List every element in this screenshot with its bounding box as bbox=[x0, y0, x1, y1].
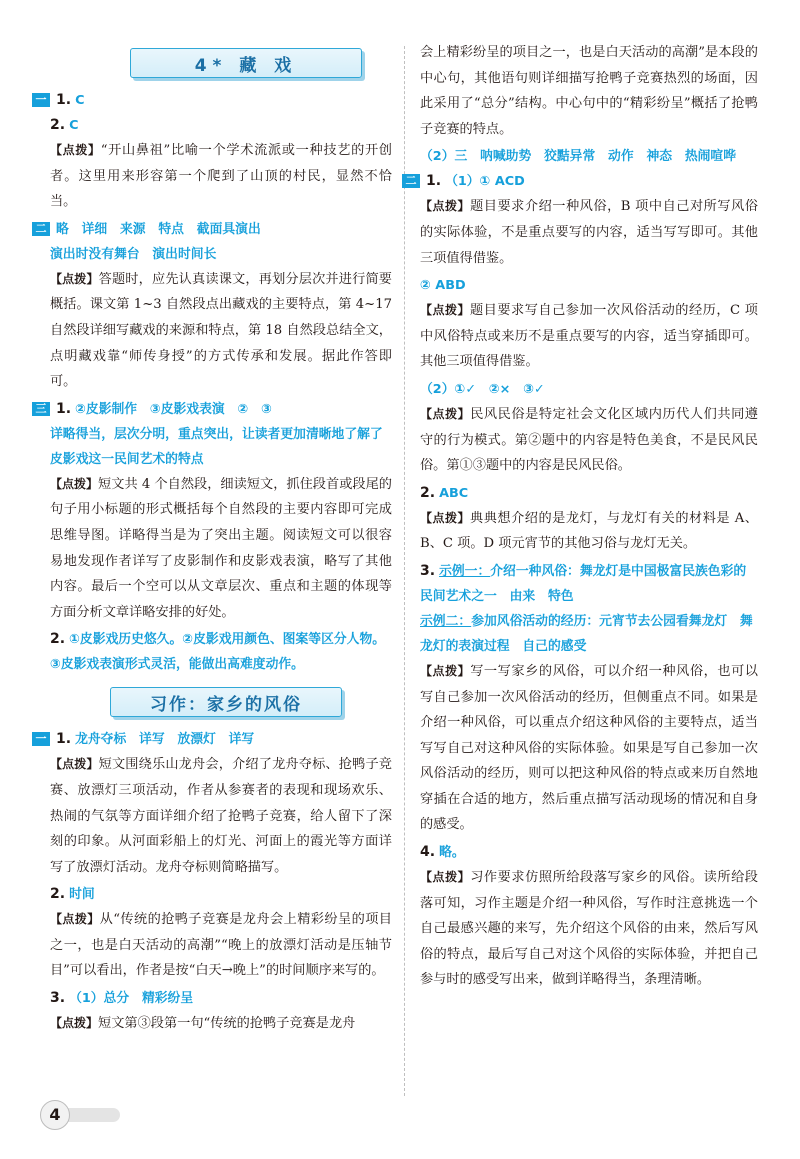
question-number: 1. bbox=[56, 92, 72, 108]
page-number: 4 bbox=[40, 1100, 70, 1130]
tip-text: 短文第③段第一句“传统的抢鸭子竞赛是龙舟 bbox=[98, 1016, 356, 1032]
answer: （2）①✓ ②× ③✓ bbox=[420, 381, 545, 397]
answer: 详略得当，层次分明，重点突出，让读者更加清晰地了解了皮影戏这一民间艺术的特点 bbox=[50, 426, 383, 467]
answer: 演出时没有舞台 演出时间长 bbox=[50, 246, 217, 262]
tip-tag: 【点拨】 bbox=[50, 271, 99, 286]
section-one-marker: 一 bbox=[32, 93, 50, 107]
answer: （1）总分 精彩纷呈 bbox=[69, 991, 194, 1007]
answer: （2）三 呐喊助势 狡黠异常 动作 神态 热闹喧哗 bbox=[420, 149, 737, 165]
question-number: 1. bbox=[426, 173, 442, 190]
right-column bbox=[405, 40, 758, 995]
tip-text: 答题时，应先认真读课文，再划分层次并进行简要概括。课文第 1~3 自然段点出藏戏的主要特点，第 4~17 自然段详细写藏戏的来源和特点，第 18 自然段总结全文，点明藏戏靠“师传身授”的方式传承和发展。据此作答即可。 bbox=[50, 271, 392, 390]
question-number: 1. bbox=[56, 400, 72, 417]
tip-text: 题目要求写自己参加一次风俗活动的经历，C 项中风俗特点或来历不是重点要写的内容，适当穿插即可。其他三项值得借鉴。 bbox=[420, 303, 758, 370]
question-number: 3. bbox=[50, 990, 66, 1007]
answer: （1）① ACD bbox=[445, 174, 525, 190]
question-number: 1. bbox=[56, 731, 72, 748]
tip-text: 民风民俗是特定社会文化区域内历代人们共同遵守的行为模式。第②题中的内容是特色美食，不是民风民俗。第①③题中的内容是民风民俗。 bbox=[420, 406, 758, 474]
writing-title: 习作：家乡的风俗 bbox=[110, 687, 342, 717]
answer: 时间 bbox=[69, 887, 95, 903]
tip-text: 短文围绕乐山龙舟会，介绍了龙舟夺标、抢鸭子竞赛、放漂灯三项活动，作者从参赛者的表现和现场欢乐、热闹的气氛等方面详细介绍了抢鸭子竞赛，给人留下了深刻的印象。从河面彩船上的灯光、河面上的霞光等方面详写了放漂灯活动。龙舟夺标则简略描写。 bbox=[50, 757, 392, 875]
tip-text: 短文共 4 个自然段，细读短文，抓住段首或段尾的句子用小标题的形式概括每个自然段的主要内容即可完成思维导图。详略得当是为了突出主题。阅读短文可以很容易地发现作者详写了皮影制作和皮影戏表演，略写了其他内容。最后一个空可以从文章层次、重点和主题的体现等方面分析文章详略安排的好处。 bbox=[50, 476, 392, 620]
example-label: 示例二： bbox=[420, 613, 472, 629]
answer: 龙舟夺标 详写 放漂灯 详写 bbox=[75, 732, 255, 748]
answer: ABC bbox=[439, 485, 469, 501]
example-label: 示例一： bbox=[439, 563, 491, 579]
tip-text: 题目要求介绍一种风俗，B 项中自己对所写风俗的实际体验，不是重点要写的内容，适当写写即可。其他三项值得借鉴。 bbox=[420, 199, 758, 266]
tip-text: 会上精彩纷呈的项目之一，也是白天活动的高潮”是本段的中心句，其他语句则详细描写抢鸭子竞赛热烈的场面，因此采用了“总分”结构。中心句中的“精彩纷呈”概括了抢鸭子竞赛的特点。 bbox=[420, 45, 758, 137]
tip-tag: 【点拨】 bbox=[50, 912, 100, 927]
answer: ②皮影制作 ③皮影戏表演 ② ③ bbox=[75, 401, 272, 417]
section-two-marker: 二 bbox=[402, 174, 420, 188]
answer: 略 详细 来源 特点 截面具演出 bbox=[56, 221, 261, 237]
tip-text: 典典想介绍的是龙灯，与龙灯有关的材料是 A、B、C 项。D 项元宵节的其他习俗与龙灯无关。 bbox=[420, 510, 758, 552]
answer: C bbox=[75, 93, 85, 108]
question-number: 2. bbox=[50, 117, 66, 133]
answer: ② ABD bbox=[420, 278, 466, 294]
question-number: 2. bbox=[50, 886, 66, 903]
tip-tag: 【点拨】 bbox=[420, 406, 471, 421]
question-number: 3. bbox=[420, 562, 436, 579]
answer: 介绍一种风俗：舞龙灯是中国极富民族色彩的民间艺术之一 由来 特色 bbox=[420, 563, 747, 604]
section-one-marker: 一 bbox=[32, 732, 50, 746]
tip-text: 从“传统的抢鸭子竞赛是龙舟会上精彩纷呈的项目之一，也是白天活动的高潮”“晚上的放漂灯活动是压轴节目”可以看出，作者是按“白天→晚上”的时间顺序来写的。 bbox=[50, 912, 392, 979]
tip-text: “开山鼻祖”比喻一个学术流派或一种技艺的开创者。这里用来形容第一个爬到了山顶的村民，显然不恰当。 bbox=[50, 143, 392, 210]
column-divider bbox=[404, 46, 405, 1096]
question-number: 4. bbox=[420, 844, 436, 861]
section-three-marker: 三 bbox=[32, 402, 50, 416]
left-column bbox=[35, 40, 392, 1039]
tip-tag: 【点拨】 bbox=[50, 757, 99, 772]
tip-tag: 【点拨】 bbox=[420, 510, 471, 525]
tip-tag: 【点拨】 bbox=[420, 303, 470, 318]
tip-tag: 【点拨】 bbox=[50, 476, 99, 491]
section-two-marker: 二 bbox=[32, 222, 50, 236]
tip-tag: 【点拨】 bbox=[50, 1016, 99, 1031]
tip-tag: 【点拨】 bbox=[50, 143, 101, 157]
lesson-title: 4* 藏 戏 bbox=[130, 48, 362, 78]
question-number: 2. bbox=[420, 484, 436, 501]
answer: 略。 bbox=[439, 845, 465, 861]
answer: C bbox=[69, 118, 79, 133]
tip-tag: 【点拨】 bbox=[420, 870, 471, 885]
answer: ③皮影戏表演形式灵活，能做出高难度动作。 bbox=[50, 657, 304, 673]
tip-tag: 【点拨】 bbox=[420, 199, 471, 214]
answer: 参加风俗活动的经历：元宵节去公园看舞龙灯 舞龙灯的表演过程 自己的感受 bbox=[420, 613, 753, 654]
tip-text: 写一写家乡的风俗，可以介绍一种风俗，也可以写自己参加一次风俗活动的经历，但侧重点不同。如果是介绍一种风俗，可以重点介绍这种风俗的主要特点，适当写写自己对这种风俗的实际体验。如果是写自己参加一次风俗活动的经历，则可以把这种风俗的特点或来历自然地穿插在合适的地方，然后重点描写活动现场的情况和自身的感受。 bbox=[420, 663, 758, 833]
question-number: 2. bbox=[50, 631, 66, 648]
tip-text: 习作要求仿照所给段落写家乡的风俗。读所给段落可知，习作主题是介绍一种风俗，写作时注意挑选一个自己最感兴趣的来写，先介绍这个风俗的由来，然后写风俗的特点，最后写自己对这个风俗的实际体验，并把自己参与时的感受写出来，做到详略得当，条理清晰。 bbox=[420, 870, 758, 988]
answer: ①皮影戏历史悠久。②皮影戏用颜色、图案等区分人物。 bbox=[69, 632, 386, 648]
tip-tag: 【点拨】 bbox=[420, 663, 471, 678]
